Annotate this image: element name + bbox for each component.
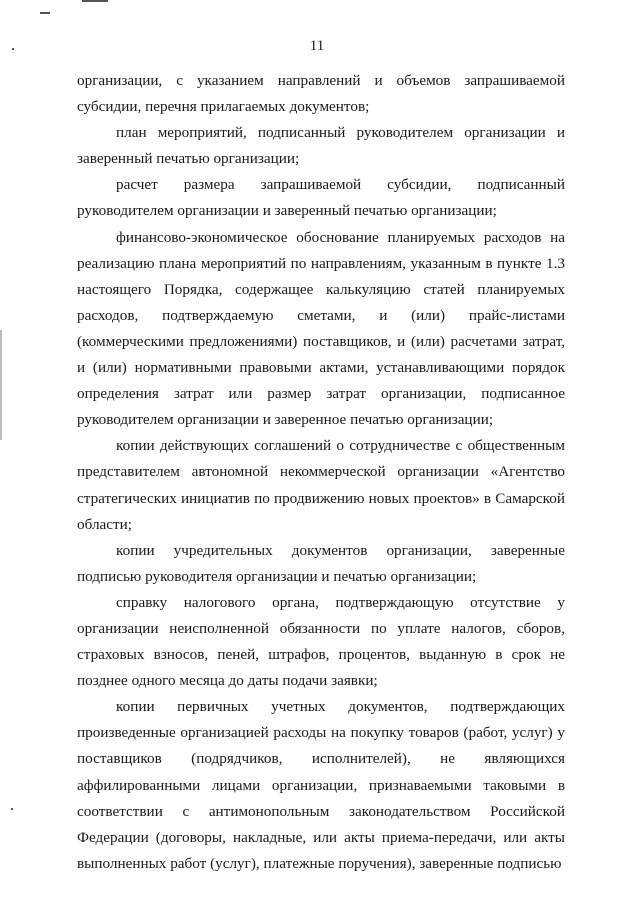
- paragraph-text: справку налогового органа, подтверждающую отсутствие у организации неисполненной обязанности по уплате налогов, сборов, страховых взносов, пеней, штрафов, процентов, выданную в срок не позднее одного месяца до даты подачи заявки;: [77, 593, 565, 690]
- scan-artifact: [40, 12, 50, 14]
- paragraph: [77, 538, 565, 590]
- paragraph: [77, 590, 565, 694]
- page-number: 11: [309, 38, 325, 54]
- scan-artifact: [82, 0, 108, 2]
- paragraph: [77, 120, 565, 172]
- paragraph-text: план мероприятий, подписанный руководителем организации и заверенный печатью организации;: [77, 124, 565, 168]
- paragraph-text: копии действующих соглашений о сотрудничестве с общественным представителем автономной некоммерческой организации «Агентство стратегических инициатив по продвижению новых проектов» в Самарской области;: [77, 437, 565, 533]
- paragraph-text: расчет размера запрашиваемой субсидии, подписанный руководителем организации и заверенный печатью организации;: [77, 176, 565, 220]
- paragraph: [77, 433, 565, 537]
- paragraph: [77, 172, 565, 224]
- paragraph: [77, 694, 565, 877]
- paragraph-text: копии первичных учетных документов, подтверждающих произведенные организацией расходы на покупку товаров (работ, услуг) у поставщиков (подрядчиков, исполнителей), не являющихся аффилированными лицами организации, признаваемыми таковыми в соответствии с антимонопольным законодательством Российской Федерации (договоры, накладные, или акты приема-передачи, или акты выполненных работ (услуг), платежные поручения), заверенные подписью: [77, 698, 565, 872]
- paragraph-text: финансово-экономическое обоснование планируемых расходов на реализацию плана мероприятий по направлениям, указанным в пункте 1.3 настоящего Порядка, содержащее калькуляцию статей планируемых расходов, подтверждаемую сметами, и (или) прайс-листами (коммерческими предложениями) поставщиков, и (или) расчетами затрат, и (или) нормативными правовыми актами, устанавливающими порядок определения затрат или размер затрат организации, подписанное руководителем организации и заверенное печатью организации;: [77, 228, 565, 429]
- scan-artifact: [0, 330, 2, 440]
- scan-artifact: [11, 808, 13, 810]
- paragraph: организации, с указанием направлений и объемов запрашиваемой субсидии, перечня прилагаемых документов;: [77, 72, 565, 116]
- body-text: [77, 68, 565, 877]
- paragraph: [77, 225, 565, 434]
- paragraph-text: копии учредительных документов организации, заверенные подписью руководителя организации и печатью организации;: [77, 541, 565, 585]
